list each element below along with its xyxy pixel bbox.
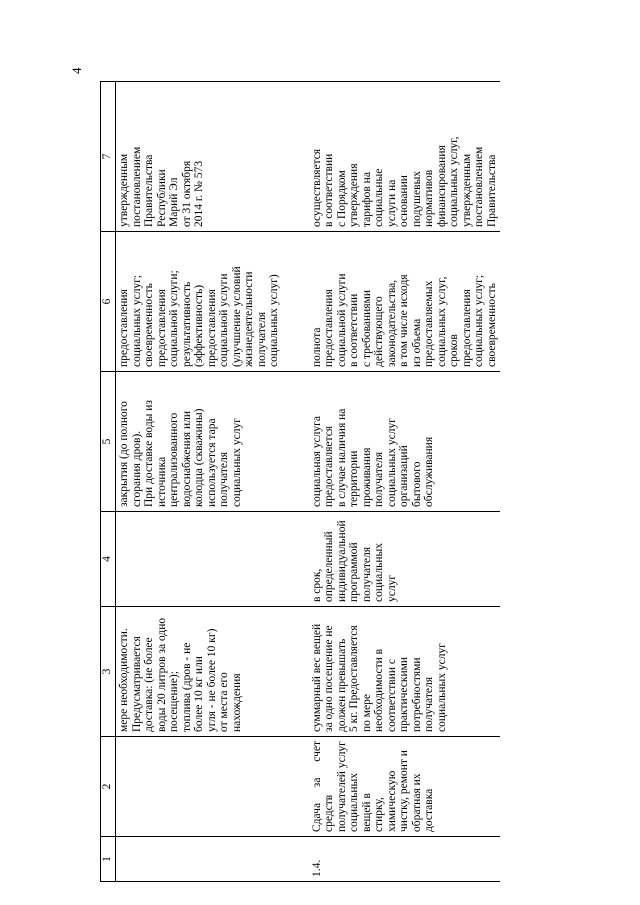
table-row — [309, 82, 501, 882]
column-header-6: 6 — [101, 232, 116, 372]
service-conditions: закрытия (до полного сгорания дров). При доставке воды из источника централизованного водоснабжения или колодца (скважины) используется тара получателя социальных услуг — [116, 372, 283, 512]
service-name: Сдача за счет средств получателей услуг социальных вещей в стирку, химическую чистку, ремонт и обратная их доставка — [309, 737, 501, 837]
column-header-5: 5 — [101, 372, 116, 512]
column-header-7: 7 — [101, 82, 116, 232]
rotated-page-area — [100, 82, 640, 882]
table-row — [116, 82, 283, 882]
column-header-3: 3 — [101, 607, 116, 737]
service-description: мере необходимости. Предусматривается доставка: (не более воды 20 литров за одно посещение); топлива (дров - не более 10 кг или угля - не более 10 кг) от места его нахождения — [116, 607, 283, 737]
column-header-2: 2 — [101, 737, 116, 837]
service-description: суммарный вес вещей за одно посещение не должен превышать 5 кг. Предоставляется по мере необходимости в соответствии с практическими потребностями получателя социальных услуг — [309, 607, 501, 737]
row-number — [116, 837, 283, 882]
services-table-wrapper — [100, 82, 640, 882]
service-term: в срок, определенный индивидуальной программой получателя социальных услуг — [309, 512, 501, 607]
service-name — [116, 737, 283, 837]
quality-indicators: предоставления социальных услуг; своевременность предоставления социальной услуги; результативность (эффективность) предоставления социальной услуги (улучшение условий жизнедеятельности получателя социальных услуг) — [116, 232, 283, 372]
row-number: 1.4. — [309, 837, 501, 882]
service-conditions: социальная услуга предоставляется в случае наличия на территории проживания получателя социальных услуг организаций бытового обслуживания — [309, 372, 501, 512]
payment-conditions: утвержденным постановлением Правительства Республики Марий Эл от 31 октября 2014 г. № 573 — [116, 82, 283, 232]
service-term — [116, 512, 283, 607]
quality-indicators: полнота предоставления социальной услуги в соответствии с требованиями действующего законодательства, в том числе исходя из объема предоставляемых социальных услуг, сроков предоставления социальных услуг; своевременность — [309, 232, 501, 372]
column-number-row — [101, 82, 116, 882]
column-header-1: 1 — [101, 837, 116, 882]
row-spacer — [283, 82, 309, 882]
column-header-4: 4 — [101, 512, 116, 607]
page-number: 4 — [69, 67, 84, 74]
payment-conditions: осуществляется в соответствии с Порядком утверждения тарифов на социальные услуги на основании подушевых нормативов финансирования социальных услуг, утвержденным постановлением Правительства — [309, 82, 501, 232]
services-table — [100, 81, 500, 882]
